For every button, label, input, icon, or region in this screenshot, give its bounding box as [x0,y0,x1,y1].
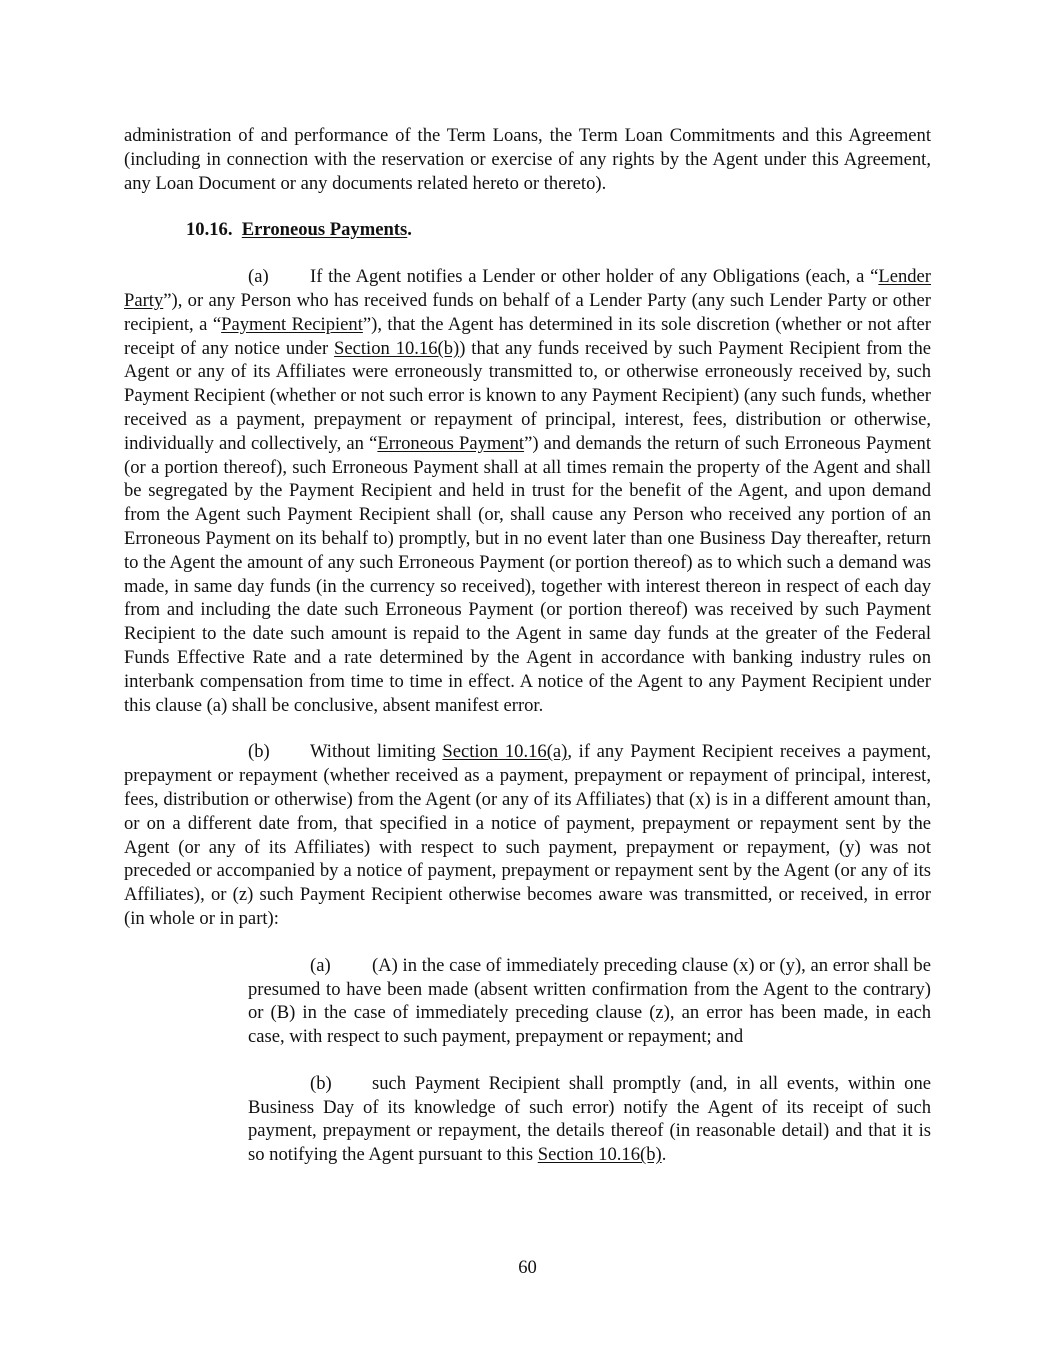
paragraph-a-text-2: ”), or any Person who has received funds on behalf of a Lender Party (any such Lender Party or other recipient, a “ [124,289,931,335]
subclause-a [248,954,931,1049]
paragraph-a-text-1: If the Agent notifies a Lender or other holder of any Obligations (each, a “ [310,266,879,288]
section-reference-10-16-b-second[interactable]: Section 10.16(b) [537,1144,662,1166]
section-title: Erroneous Payments [241,219,408,241]
paragraph-b-text-1: Without limiting [310,741,443,763]
subclause-b [248,1072,931,1167]
subclause-b-text-1: such Payment Recipient shall promptly (and, in all events, within one Business Day of its knowledge of such error) notify the Agent of its receipt of such payment, prepayment or repayment, the details thereof (in reasonable detail) and that it is so notifying the Agent pursuant to this [248,1072,931,1166]
defined-term-payment-recipient: Payment Recipient [221,313,363,335]
document-page [124,124,931,1167]
paragraph-b-label: (b) [248,741,270,763]
paragraph-b [124,740,931,930]
paragraph-b-text-2: , if any Payment Recipient receives a payment, prepayment or repayment (whether received as a payment, prepayment or repayment of principal, interest, fees, distribution or otherwise) from the Agent (or any of its Affiliates) that (x) is in a different amount than, or on a different date from, that specified in a notice of payment, prepayment or repayment sent by the Agent (or any of its Affiliates) with respect to such payment, prepayment or repayment, (y) was not preceded or accompanied by a notice of payment, prepayment or repayment sent by the Agent (or any of its Affiliates), or (z) such Payment Recipient otherwise becomes aware was transmitted, or received, in error (in whole or in part): [124,741,931,929]
continuation-paragraph: administration of and performance of the Term Loans, the Term Loan Commitments and this Agreement (including in connection with the reservation or exercise of any rights by the Agent under this Agreement, any Loan Document or any documents related hereto or thereto). [124,125,931,194]
paragraph-a-label: (a) [248,266,269,288]
section-reference-10-16-b[interactable]: Section 10.16(b) [334,337,460,359]
paragraph-a-text-4: ) that any funds received by such Payment Recipient from the Agent or any of its Affiliates were erroneously transmitted to, or otherwise erroneously received by, such Payment Recipient (whether or not such error is known to any Payment Recipient) (any such funds, whether received as a payment, prepayment or repayment of principal, interest, fees, distribution or otherwise, individually and collectively, an “ [124,337,931,454]
subclause-b-text-2: . [661,1144,667,1166]
section-reference-10-16-a[interactable]: Section 10.16(a) [442,741,568,763]
section-heading [186,218,931,242]
section-number: 10.16. [186,219,233,241]
defined-term-lender-party: Lender Party [124,266,931,311]
paragraph-a-text-3: ”), that the Agent has determined in its sole discretion (whether or not after receipt of any notice under [124,313,931,359]
subclause-a-label: (a) [310,954,331,976]
page-number: 60 [518,1257,537,1278]
paragraph-a [124,265,931,717]
paragraph-a-text-5: ”) and demands the return of such Erroneous Payment (or a portion thereof), such Erroneous Payment shall at all times remain the property of the Agent and shall be segregated by the Payment Recipient and held in trust for the benefit of the Agent, and upon demand from the Agent such Payment Recipient shall (or, shall cause any Person who received any portion of an Erroneous Payment on its behalf to) promptly, but in no event later than one Business Day thereafter, return to the Agent the amount of any such Erroneous Payment (or portion thereof) as to which such a demand was made, in same day funds (in the currency so received), together with interest thereon in respect of each day from and including the date such Erroneous Payment (or portion thereof) was received by such Payment Recipient to the date such amount is repaid to the Agent in same day funds at the greater of the Federal Funds Effective Rate and a rate determined by the Agent in accordance with banking industry rules on interbank compensation from time to time in effect. A notice of the Agent to any Payment Recipient under this clause (a) shall be conclusive, absent manifest error. [124,432,932,716]
defined-term-erroneous-payment: Erroneous Payment [377,432,525,454]
subclause-a-text: (A) in the case of immediately preceding clause (x) or (y), an error shall be presumed to have been made (absent written confirmation from the Agent to the contrary) or (B) in the case of immediately preceding clause (z), an error has been made, in each case, with respect to such payment, prepayment or repayment; and [248,954,931,1048]
section-title-period: . [407,219,412,241]
subclause-b-label: (b) [310,1072,332,1094]
